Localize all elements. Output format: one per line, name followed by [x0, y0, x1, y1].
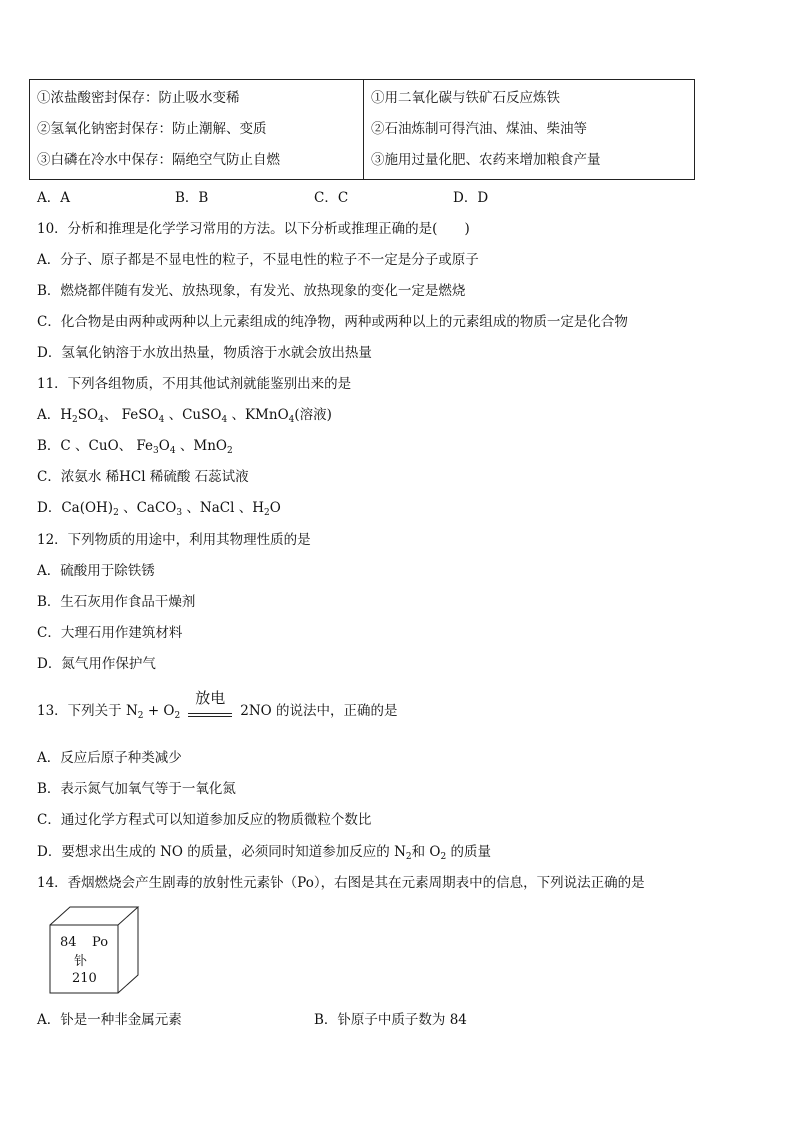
q11-b-text: B．C 、CuO、 Fe: [37, 438, 154, 454]
q10-choice-b[interactable]: B．燃烧都伴随有发光、放热现象，有发光、放热现象的变化一定是燃烧: [37, 283, 466, 299]
q11-a-sub: 4: [288, 415, 295, 425]
q11-a-text: 、 FeSO: [103, 407, 159, 423]
q11-d-text: O: [269, 500, 281, 516]
q11-d-text: 、CaCO: [118, 500, 177, 516]
q13-stem-text: 13．下列关于 N: [37, 703, 138, 719]
q13-d-sub: 2: [405, 852, 412, 862]
q13-sub: 2: [137, 711, 144, 721]
table-left-item: ②氢氧化钠密封保存：防止潮解、变质: [37, 121, 267, 137]
q11-d-sub: 2: [113, 508, 119, 518]
q13-stem-text: 2NO 的说法中，正确的是: [240, 703, 398, 719]
q13-stem-text: + O: [143, 703, 175, 719]
element-cell-polonium: [48, 905, 140, 995]
q12-choice-b[interactable]: B．生石灰用作食品干燥剂: [37, 594, 196, 610]
element-atomic-number: 84: [60, 935, 77, 950]
q11-d-text: D．Ca(OH): [37, 500, 114, 516]
table-right-item: ③施用过量化肥、农药来增加粮食产量: [371, 152, 601, 168]
q10-choice-a[interactable]: A．分子、原子都是不显电性的粒子，不显电性的粒子不一定是分子或原子: [37, 252, 479, 268]
q13-stem: [37, 689, 398, 727]
q13-d-text: 的质量: [446, 844, 492, 860]
table-left-column: [30, 80, 364, 179]
q11-a-text: 、KMnO: [227, 407, 289, 423]
q9-choice-b[interactable]: B．B: [175, 190, 209, 206]
q11-b-text: O: [158, 438, 170, 454]
q12-stem: 12．下列物质的用途中，利用其物理性质的是: [37, 532, 311, 548]
q11-choice-d[interactable]: [37, 498, 281, 523]
q13-d-sub: 2: [440, 852, 447, 862]
options-table: [29, 79, 695, 180]
table-right-item: ②石油炼制可得汽油、煤油、柴油等: [371, 121, 587, 137]
q9-choice-a[interactable]: A．A: [37, 190, 70, 206]
table-left-item: ③白磷在冷水中保存：隔绝空气防止自燃: [37, 152, 280, 168]
q13-choice-b[interactable]: B．表示氮气加氧气等于一氧化氮: [37, 781, 236, 797]
q9-choice-c[interactable]: C．C: [314, 190, 349, 206]
q11-b-sub: 4: [169, 446, 176, 456]
q10-choice-d[interactable]: D．氢氧化钠溶于水放出热量，物质溶于水就会放出热量: [37, 345, 372, 361]
q11-a-sub: 2: [72, 415, 78, 425]
table-right-column: [364, 80, 694, 179]
q11-b-text: 、MnO: [175, 438, 227, 454]
q11-d-text: 、NaCl 、H: [182, 500, 264, 516]
q10-stem: 10．分析和推理是化学学习常用的方法。以下分析或推理正确的是( ): [37, 221, 470, 237]
q14-choice-b[interactable]: B．钋原子中质子数为 84: [314, 1012, 467, 1028]
q11-a-text: (溶液): [294, 407, 332, 423]
q11-d-sub: 3: [176, 508, 183, 518]
q13-d-text: D．要想求出生成的 NO 的质量，必须同时知道参加反应的 N: [37, 844, 406, 860]
q13-choice-c[interactable]: C．通过化学方程式可以知道参加反应的物质微粒个数比: [37, 812, 372, 828]
q10-choice-c[interactable]: C．化合物是由两种或两种以上元素组成的纯净物，两种或两种以上的元素组成的物质一定是化合物: [37, 314, 628, 330]
q12-choice-c[interactable]: C．大理石用作建筑材料: [37, 625, 183, 641]
q11-choice-a[interactable]: [37, 405, 332, 430]
q11-choice-b[interactable]: [37, 436, 233, 461]
q12-choice-d[interactable]: D．氮气用作保护气: [37, 656, 156, 672]
table-left-item: ①浓盐酸密封保存：防止吸水变稀: [37, 90, 240, 106]
q13-choice-a[interactable]: A．反应后原子种类减少: [37, 750, 182, 766]
q11-d-sub: 2: [264, 508, 270, 518]
q14-choice-a[interactable]: A．钋是一种非金属元素: [37, 1012, 182, 1028]
q11-a-sub: 4: [221, 415, 228, 425]
q11-b-sub: 3: [153, 446, 159, 456]
q12-choice-a[interactable]: A．硫酸用于除铁锈: [37, 563, 155, 579]
q11-a-sub: 4: [158, 415, 165, 425]
q11-a-text: A．H: [37, 407, 73, 423]
q11-b-sub: 2: [226, 446, 233, 456]
q9-choice-d[interactable]: D．D: [453, 190, 489, 206]
q11-choice-c[interactable]: C．浓氨水 稀HCl 稀硫酸 石蕊试液: [37, 469, 249, 485]
q13-sub: 2: [174, 711, 181, 721]
q11-a-text: 、CuSO: [164, 407, 222, 423]
q13-choice-d[interactable]: [37, 842, 491, 867]
q11-a-sub: 4: [98, 415, 104, 425]
q11-stem: 11．下列各组物质，不用其他试剂就能鉴别出来的是: [37, 376, 352, 392]
reaction-condition: 放电: [195, 689, 226, 707]
table-right-item: ①用二氧化碳与铁矿石反应炼铁: [371, 90, 560, 106]
q14-stem: 14．香烟燃烧会产生剧毒的放射性元素钋（Po），右图是其在元素周期表中的信息，下列说法正确的是: [37, 875, 645, 891]
reaction-arrow: [186, 689, 234, 727]
q13-d-text: 和 O: [411, 844, 441, 860]
element-symbol: Po: [92, 935, 109, 950]
q11-a-text: SO: [77, 407, 99, 423]
element-name: 钋: [74, 954, 88, 969]
element-atomic-mass: 210: [72, 971, 97, 986]
